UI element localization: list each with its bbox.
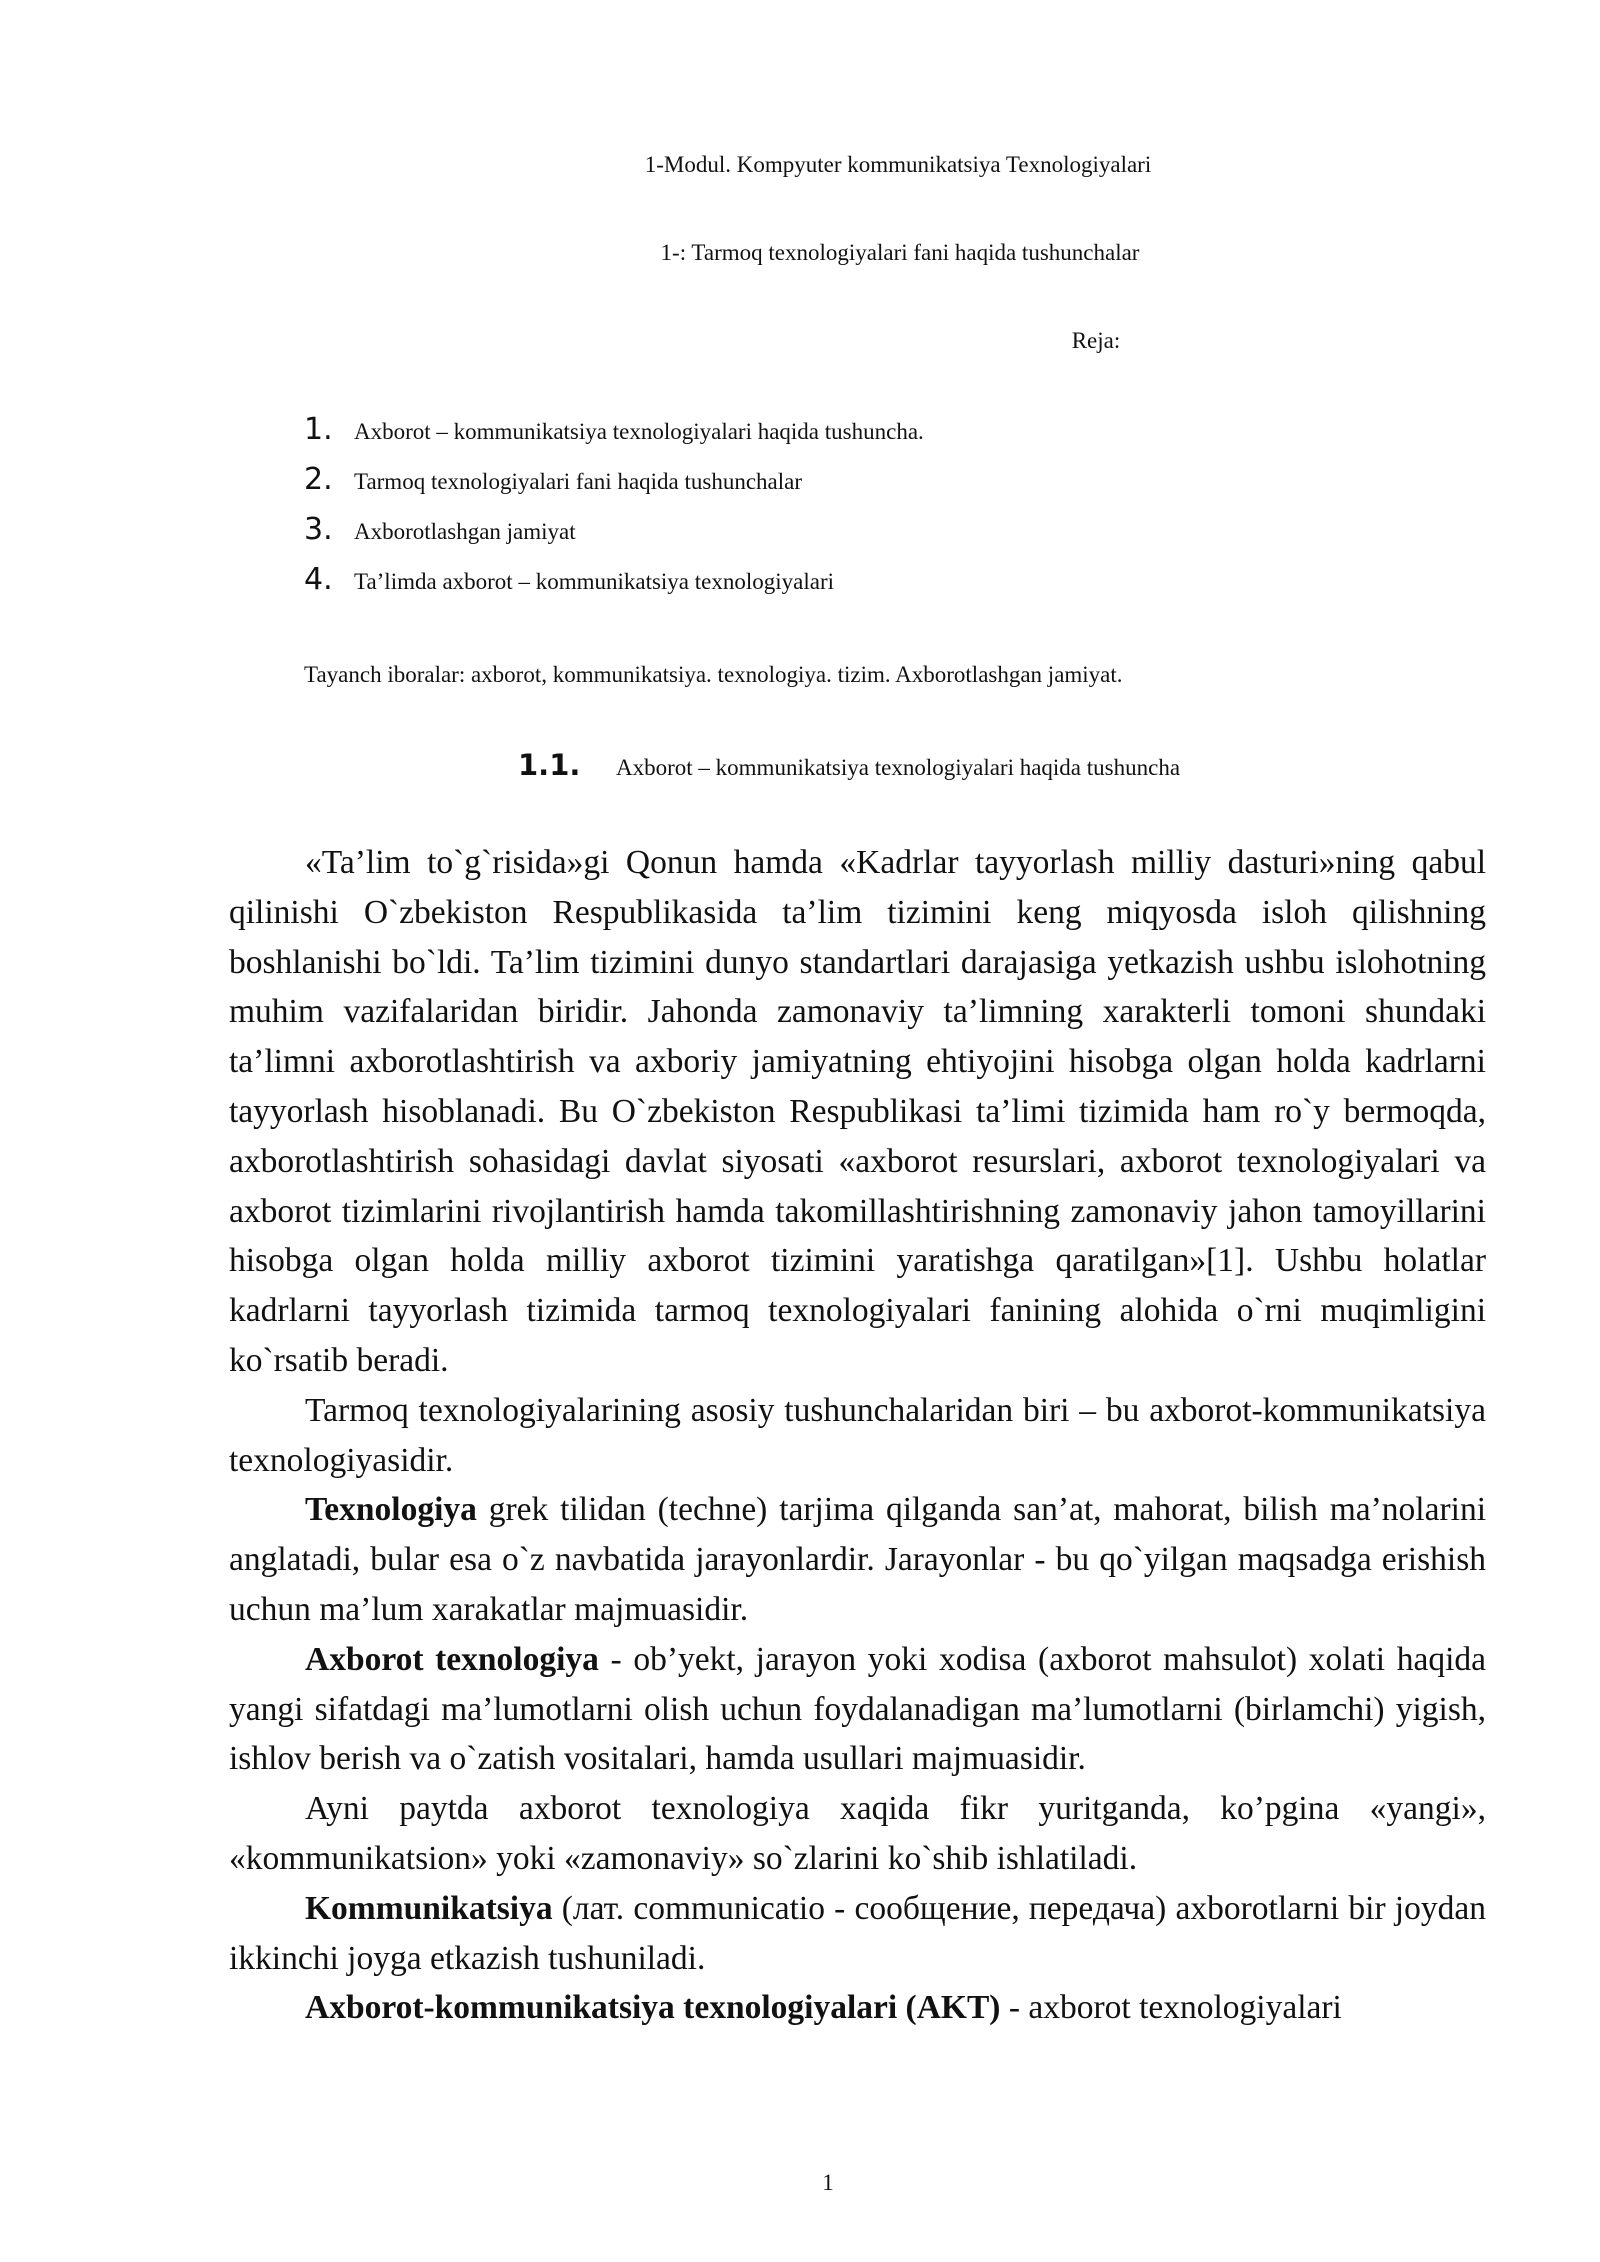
paragraph: Tarmoq texnologiyalarining asosiy tushunchalaridan biri – bu axborot-kommunikatsiya texnologiyasidir. bbox=[229, 1391, 1486, 1479]
plan-item-number: 3. bbox=[304, 512, 333, 547]
section-title: Axborot – kommunikatsiya texnologiyalari haqida tushuncha bbox=[616, 755, 1181, 780]
paragraph-text: (лат. communicatio - сообщение, передача) axborotlarni bir joydan ikkinchi joyga etkazish tushuniladi. bbox=[229, 1889, 1486, 1977]
paragraph-text: grek tilidan (techne) tarjima qilganda san’at, mahorat, bilish ma’nolarini anglatadi, bular esa o`z navbatida jarayonlardir. Jarayonlar - bu qo`yilgan maqsadga erishish uchun ma’lum xarakatlar majmuasidir. bbox=[229, 1491, 1486, 1628]
plan-item bbox=[304, 562, 1304, 612]
paragraph-text: - ob’yekt, jarayon yoki xodisa (axborot mahsulot) xolati haqida yangi sifatdagi ma’lumotlarni olish uchun foydalanadigan ma’lumotlarni (birlamchi) yigish, ishlov berish va o`zatish vositalari, hamda usullari majmuasidir. bbox=[229, 1640, 1486, 1778]
module-title: 1-Modul. Kompyuter kommunikatsiya Texnologiyalari bbox=[644, 152, 1152, 177]
section-heading bbox=[518, 748, 1180, 782]
plan-item-text: Axborotlashgan jamiyat bbox=[354, 519, 576, 544]
paragraph bbox=[229, 1485, 1486, 1634]
paragraph bbox=[229, 1635, 1486, 1784]
plan-item bbox=[304, 512, 1304, 562]
plan-label: Reja: bbox=[1071, 328, 1121, 353]
plan-item bbox=[304, 412, 1304, 462]
paragraph bbox=[229, 1884, 1486, 1984]
page-number: 1 bbox=[822, 2170, 834, 2195]
plan-item bbox=[304, 462, 1304, 512]
body-text bbox=[229, 838, 1486, 2033]
plan-item-text: Tarmoq texnologiyalari fani haqida tushunchalar bbox=[354, 469, 803, 494]
plan-item-number: 4. bbox=[304, 562, 333, 597]
topic-title: 1-: Tarmoq texnologiyalari fani haqida tushunchalar bbox=[660, 240, 1140, 265]
term-bold: Axborot-kommunikatsiya texnologiyalari (AKT) bbox=[305, 1989, 1001, 2027]
plan-item-number: 2. bbox=[304, 462, 333, 497]
term-bold: Texnologiya bbox=[305, 1491, 477, 1529]
paragraph-text: - axborot texnologiyalari bbox=[1000, 1989, 1342, 2027]
keywords-line: Tayanch iboralar: axborot, kommunikatsiya. texnologiya. tizim. Axborotlashgan jamiyat. bbox=[304, 662, 1123, 687]
plan-item-text: Axborot – kommunikatsiya texnologiyalari haqida tushuncha. bbox=[354, 419, 924, 444]
term-bold: Kommunikatsiya bbox=[305, 1889, 553, 1927]
paragraph: «Ta’lim to`g`risida»gi Qonun hamda «Kadrlar tayyorlash milliy dasturi»ning qabul qilinishi O`zbekiston Respublikasida ta’lim tizimini keng miqyosda isloh qilishning boshlanishi bo`ldi. Ta’lim tizimini dunyo standartlari darajasiga yetkazish ushbu islohotning muhim vazifalaridan biridir. Jahonda zamonaviy ta’limning xarakterli tomoni shundaki ta’limni axborotlashtirish va axboriy jamiyatning ehtiyojini hisobga olgan holda kadrlarni tayyorlash hisoblanadi. Bu O`zbekiston Respublikasi ta’limi tizimida ham ro`y bermoqda, axborotlashtirish sohasidagi davlat siyosati «axborot resurslari, axborot texnologiyalari va axborot tizimlarini rivojlantirish hamda takomillashtirishning zamonaviy jahon tamoyillarini hisobga olgan holda milliy axborot tizimini yaratishga qaratilgan»[1]. Ushbu holatlar kadrlarni tayyorlash tizimida tarmoq texnologiyalari fanining alohida o`rni muqimligini ko`rsatib beradi. bbox=[229, 844, 1486, 1379]
paragraph: Ayni paytda axborot texnologiya xaqida fikr yuritganda, ko’pgina «yangi», «kommunikatsion» yoki «zamonaviy» so`zlarini ko`shib ishlatiladi. bbox=[229, 1790, 1486, 1877]
plan-item-number: 1. bbox=[304, 412, 333, 447]
paragraph bbox=[229, 1983, 1486, 2033]
term-bold: Axborot texnologiya bbox=[305, 1640, 599, 1678]
plan-item-text: Ta’limda axborot – kommunikatsiya texnologiyalari bbox=[354, 569, 835, 594]
plan-list bbox=[304, 412, 1304, 612]
section-number: 1.1. bbox=[518, 748, 581, 782]
